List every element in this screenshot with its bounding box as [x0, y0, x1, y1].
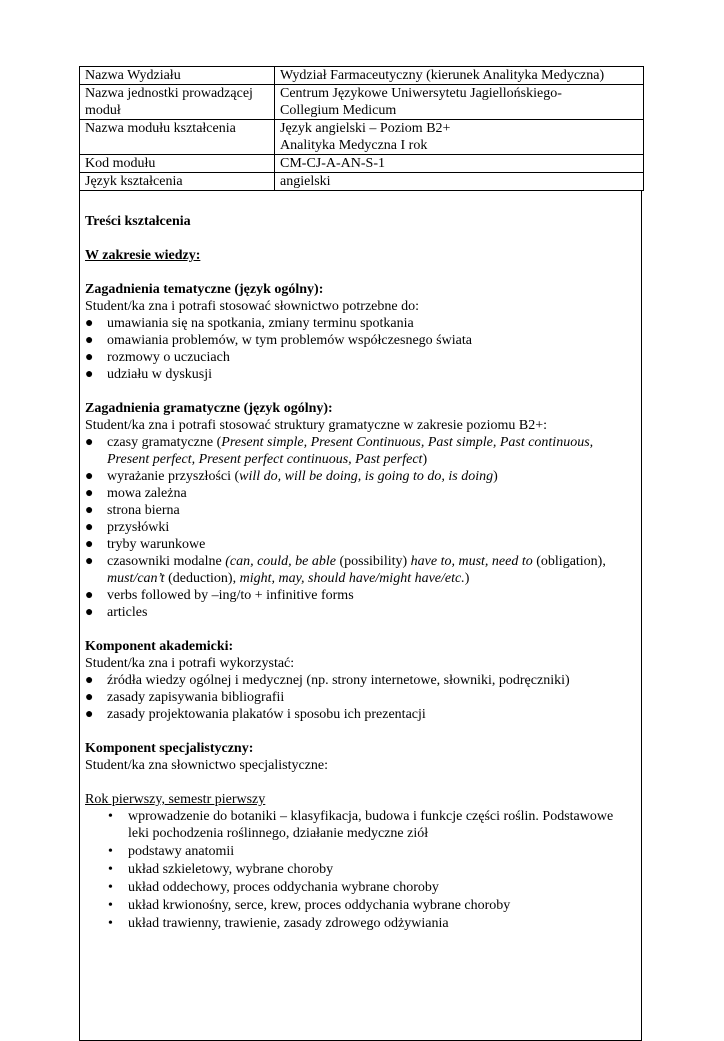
field-value: Wydział Farmaceutyczny (kierunek Analityka Medyczna) — [275, 67, 644, 85]
table-row — [80, 120, 644, 155]
list-item: ● źródła wiedzy ogólnej i medycznej (np. strony internetowe, słowniki, podręczniki) — [85, 673, 570, 688]
module-info-table — [79, 66, 644, 191]
academic-heading: Komponent akademicki: — [85, 639, 234, 654]
bullet-icon: ● — [85, 520, 94, 535]
bullet-icon: • — [108, 809, 113, 824]
list-item: ● mowa zależna — [85, 486, 187, 501]
bullet-icon: ● — [85, 486, 94, 501]
bullet-icon: ● — [85, 605, 94, 620]
bullet-icon: ● — [85, 350, 94, 365]
specialist-list — [85, 808, 636, 932]
document-page — [79, 66, 644, 1041]
table-row — [80, 85, 644, 120]
grammar-list — [85, 434, 636, 621]
knowledge-heading: W zakresie wiedzy: — [85, 248, 201, 263]
bullet-icon: • — [108, 916, 113, 931]
list-item: • układ krwionośny, serce, krew, proces oddychania wybrane choroby — [108, 898, 511, 913]
specialist-heading: Komponent specjalistyczny: — [85, 741, 254, 756]
bullet-icon: ● — [85, 537, 94, 552]
grammar-heading: Zagadnienia gramatyczne (język ogólny): — [85, 401, 333, 416]
bullet-icon: ● — [85, 673, 94, 688]
list-item: ● omawiania problemów, w tym problemów współczesnego świata — [85, 333, 472, 348]
field-value: CM-CJ-A-AN-S-1 — [275, 155, 644, 173]
bullet-icon: ● — [85, 367, 94, 382]
list-item: ● articles — [85, 605, 148, 620]
content-section — [79, 191, 642, 1041]
list-item: ● czasy gramatyczne (Present simple, Present Continuous, Past simple, Past continuous, Present perfect, Present perfect continuous, Past perfect) — [85, 435, 594, 467]
field-label: Nazwa Wydziału — [80, 67, 275, 85]
bullet-icon: ● — [85, 707, 94, 722]
list-item: ● przysłówki — [85, 520, 170, 535]
bullet-icon: ● — [85, 469, 94, 484]
bullet-icon: • — [108, 844, 113, 859]
list-item: ● zasady projektowania plakatów i sposobu ich prezentacji — [85, 707, 426, 722]
academic-intro: Student/ka zna i potrafi wykorzystać: — [85, 656, 295, 671]
bullet-icon: ● — [85, 588, 94, 603]
field-value: Język angielski – Poziom B2+ Analityka Medyczna I rok — [275, 120, 644, 155]
field-label: Nazwa jednostki prowadzącej moduł — [80, 85, 275, 120]
grammar-intro: Student/ka zna i potrafi stosować struktury gramatyczne w zakresie poziomu B2+: — [85, 418, 547, 433]
bullet-icon: • — [108, 880, 113, 895]
bullet-icon: ● — [85, 690, 94, 705]
list-item: • układ trawienny, trawienie, zasady zdrowego odżywiania — [108, 916, 449, 931]
list-item: • układ szkieletowy, wybrane choroby — [108, 862, 334, 877]
bullet-icon: ● — [85, 554, 94, 569]
thematic-intro: Student/ka zna i potrafi stosować słownictwo potrzebne do: — [85, 299, 419, 314]
list-item: • wprowadzenie do botaniki – klasyfikacja, budowa i funkcje części roślin. Podstawowe leki pochodzenia roślinnego, działanie medyczne ziół — [108, 809, 614, 841]
section-title: Treści kształcenia — [85, 214, 191, 229]
list-item: ● udziału w dyskusji — [85, 367, 212, 382]
bullet-icon: ● — [85, 316, 94, 331]
bullet-icon: ● — [85, 435, 94, 450]
list-item: ● rozmowy o uczuciach — [85, 350, 230, 365]
bullet-icon: • — [108, 898, 113, 913]
list-item: ● zasady zapisywania bibliografii — [85, 690, 285, 705]
list-item: ● wyrażanie przyszłości (will do, will be doing, is going to do, is doing) — [85, 469, 498, 484]
thematic-list — [85, 315, 636, 383]
list-item: • układ oddechowy, proces oddychania wybrane choroby — [108, 880, 439, 895]
list-item: ● tryby warunkowe — [85, 537, 206, 552]
list-item: ● czasowniki modalne (can, could, be able (possibility) have to, must, need to (obligation), must/can’t (deduction), might, may, should have/might have/etc.) — [85, 554, 606, 586]
bullet-icon: • — [108, 862, 113, 877]
field-value: angielski — [275, 173, 644, 191]
bullet-icon: ● — [85, 333, 94, 348]
field-label: Nazwa modułu kształcenia — [80, 120, 275, 155]
field-value: Centrum Językowe Uniwersytetu Jagiellońskiego- Collegium Medicum — [275, 85, 644, 120]
academic-list — [85, 672, 636, 723]
field-label: Kod modułu — [80, 155, 275, 173]
bullet-icon: ● — [85, 503, 94, 518]
field-label: Język kształcenia — [80, 173, 275, 191]
list-item: ● strona bierna — [85, 503, 180, 518]
thematic-heading: Zagadnienia tematyczne (język ogólny): — [85, 282, 324, 297]
list-item: ● verbs followed by –ing/to + infinitive forms — [85, 588, 354, 603]
list-item: ● umawiania się na spotkania, zmiany terminu spotkania — [85, 316, 414, 331]
table-row — [80, 173, 644, 191]
semester-heading: Rok pierwszy, semestr pierwszy — [85, 792, 266, 807]
table-row — [80, 67, 644, 85]
specialist-intro: Student/ka zna słownictwo specjalistyczne: — [85, 758, 328, 773]
table-row — [80, 155, 644, 173]
list-item: • podstawy anatomii — [108, 844, 235, 859]
